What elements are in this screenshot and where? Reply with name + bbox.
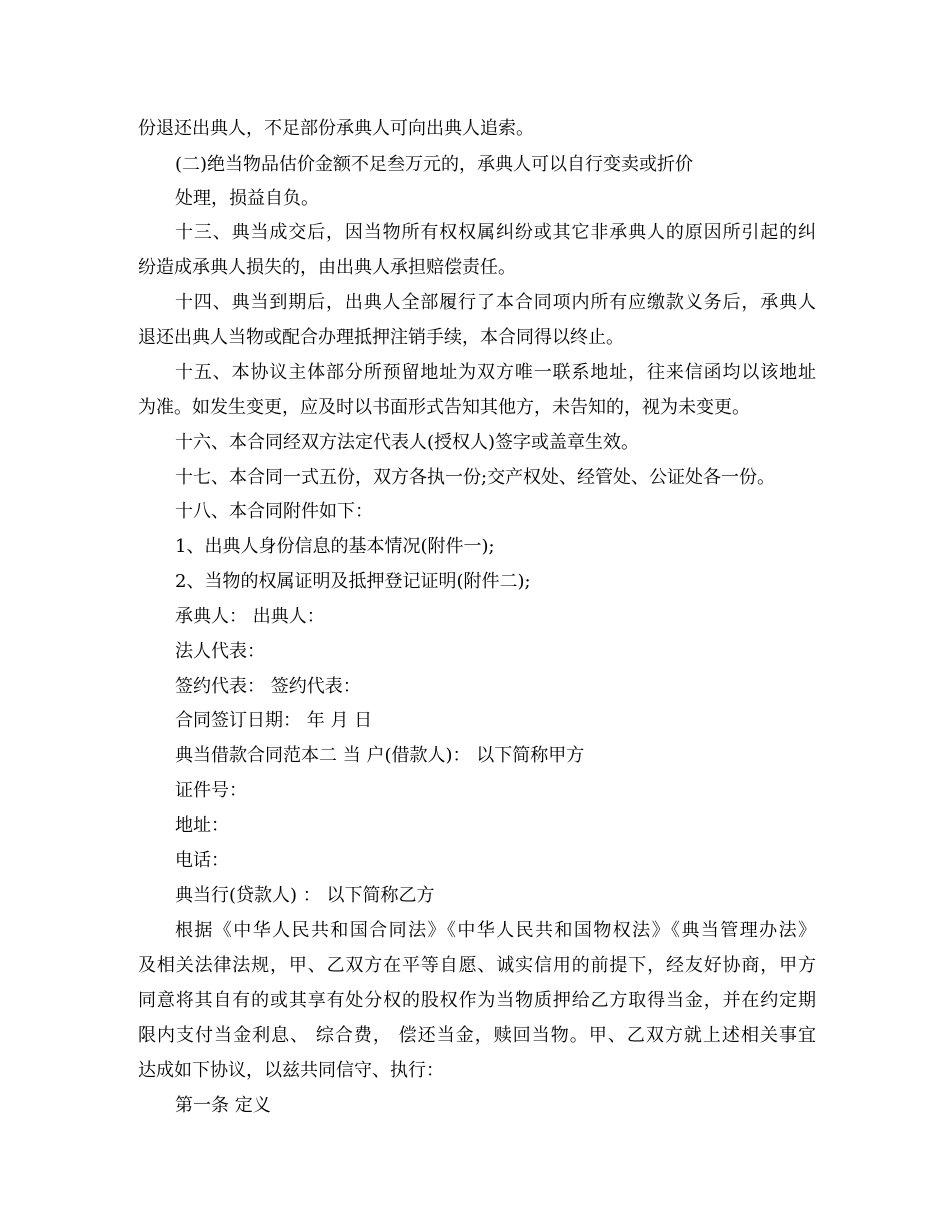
field-line: 电话： bbox=[175, 850, 229, 871]
paragraph-line: 根据《中华人民共和国合同法》《中华人民共和国物权法》《典当管理办法》 bbox=[175, 920, 816, 941]
signature-line: 签约代表： 签约代表： bbox=[175, 676, 361, 697]
contract-heading-line: 典当借款合同范本二 当 户(借款人)： 以下简称甲方 bbox=[175, 745, 585, 766]
paragraph-line: 处理，损益自负。 bbox=[175, 188, 319, 209]
paragraph-line: 十八、本合同附件如下： bbox=[175, 501, 373, 522]
paragraph-line: 为准。如发生变更，应及时以书面形式告知其他方，未告知的，视为未变更。 bbox=[138, 397, 750, 418]
signature-line: 法人代表： bbox=[175, 641, 265, 662]
paragraph-line: 同意将其自有的或其享有处分权的股权作为当物质押给乙方取得当金，并在约定期 bbox=[138, 990, 816, 1011]
field-line: 证件号： bbox=[175, 780, 247, 801]
signature-line: 承典人： 出典人： bbox=[175, 606, 325, 627]
paragraph-line: 纷造成承典人损失的，由出典人承担赔偿责任。 bbox=[138, 257, 516, 278]
paragraph-line: 十三、典当成交后，因当物所有权权属纠纷或其它非承典人的原因所引起的纠 bbox=[175, 222, 816, 243]
paragraph-line: 十五、本协议主体部分所预留地址为双方唯一联系地址，往来信函均以该地址 bbox=[175, 362, 816, 383]
paragraph-line: 限内支付当金利息、 综合费， 偿还当金，赎回当物。甲、乙双方就上述相关事宜 bbox=[138, 1025, 816, 1046]
paragraph-line: (二)绝当物品估价金额不足叁万元的，承典人可以自行变卖或折价 bbox=[175, 154, 694, 175]
date-line: 合同签订日期： 年 月 日 bbox=[175, 710, 373, 731]
field-line: 典当行(贷款人) ： 以下简称乙方 bbox=[175, 885, 435, 906]
paragraph-line: 十四、典当到期后，出典人全部履行了本合同项内所有应缴款义务后，承典人 bbox=[175, 292, 816, 313]
section-heading: 第一条 定义 bbox=[175, 1095, 271, 1116]
paragraph-line: 2、当物的权属证明及抵押登记证明(附件二); bbox=[175, 571, 531, 592]
field-line: 地址： bbox=[175, 815, 229, 836]
paragraph-line: 及相关法律法规，甲、乙双方在平等自愿、诚实信用的前提下，经友好协商，甲方 bbox=[138, 955, 816, 976]
paragraph-line: 份退还出典人，不足部份承典人可向出典人追索。 bbox=[138, 118, 534, 139]
paragraph-line: 1、出典人身份信息的基本情况(附件一); bbox=[175, 536, 495, 557]
paragraph-line: 达成如下协议，以兹共同信守、执行： bbox=[138, 1060, 444, 1081]
paragraph-line: 十七、本合同一式五份，双方各执一份;交产权处、经管处、公证处各一份。 bbox=[175, 467, 776, 488]
paragraph-line: 十六、本合同经双方法定代表人(授权人)签字或盖章生效。 bbox=[175, 432, 640, 453]
paragraph-line: 退还出典人当物或配合办理抵押注销手续，本合同得以终止。 bbox=[138, 327, 624, 348]
